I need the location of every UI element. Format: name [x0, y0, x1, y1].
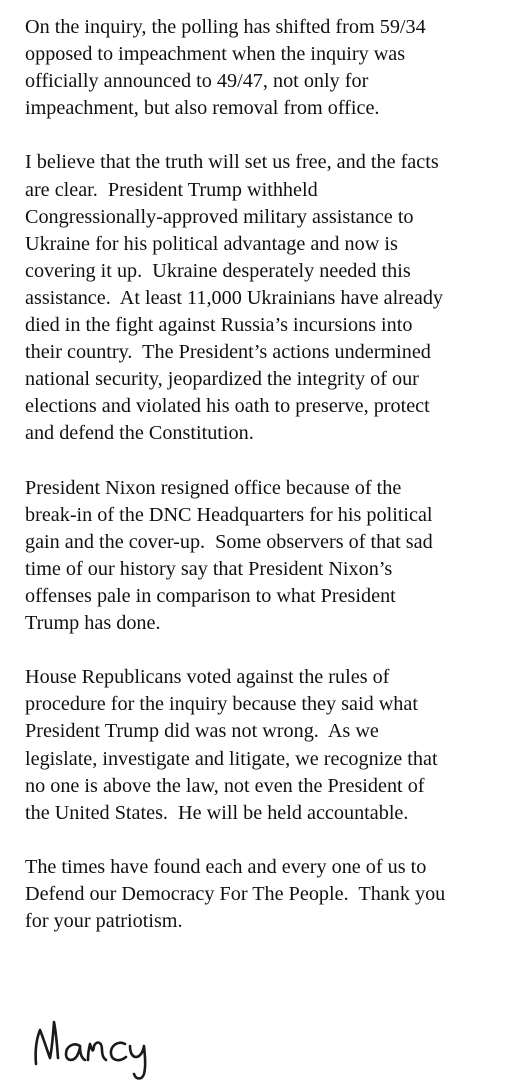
handwritten-signature: [30, 1012, 180, 1084]
text-line: Ukraine for his political advantage and now is: [25, 232, 398, 255]
text-line: for your patriotism.: [25, 910, 183, 933]
text-line: impeachment, but also removal from office.: [25, 97, 380, 120]
paragraph-truth: [25, 149, 525, 447]
text-line: offenses pale in comparison to what President: [25, 584, 396, 607]
text-line: and defend the Constitution.: [25, 422, 254, 445]
text-line: President Nixon resigned office because of the: [25, 476, 402, 499]
paragraph-closing: [25, 854, 525, 935]
text-line: assistance. At least 11,000 Ukrainians have already: [25, 286, 444, 309]
text-line: Congressionally-approved military assistance to: [25, 205, 414, 228]
paragraph-polling: [25, 14, 525, 122]
text-line: President Trump did was not wrong. As we: [25, 720, 379, 743]
letter-body: [25, 14, 525, 962]
text-line: The times have found each and every one of us to: [25, 855, 427, 878]
text-line: no one is above the law, not even the President of: [25, 774, 425, 797]
signature-glyph: [30, 1012, 180, 1084]
text-line: elections and violated his oath to preserve, protect: [25, 395, 430, 418]
text-line: Defend our Democracy For The People. Thank you: [25, 883, 446, 905]
text-line: national security, jeopardized the integrity of our: [25, 368, 419, 391]
text-line: their country. The President’s actions undermined: [25, 341, 431, 364]
text-line: the United States. He will be held accountable.: [25, 801, 409, 824]
text-line: House Republicans voted against the rules of: [25, 666, 390, 689]
text-line: gain and the cover-up. Some observers of that sad: [25, 530, 433, 553]
text-line: officially announced to 49/47, not only for: [25, 70, 369, 93]
text-line: died in the fight against Russia’s incursions into: [25, 314, 413, 337]
text-line: legislate, investigate and litigate, we recognize that: [25, 747, 438, 770]
text-line: Trump has done.: [25, 612, 161, 635]
text-line: opposed to impeachment when the inquiry was: [25, 43, 406, 66]
text-line: are clear. President Trump withheld: [25, 178, 318, 201]
paragraph-republicans: [25, 664, 525, 827]
text-line: covering it up. Ukraine desperately needed this: [25, 259, 411, 282]
text-line: time of our history say that President Nixon’s: [25, 557, 393, 580]
text-line: break-in of the DNC Headquarters for his political: [25, 503, 433, 526]
paragraph-nixon: [25, 475, 525, 638]
text-line: procedure for the inquiry because they said what: [25, 693, 418, 716]
text-line: I believe that the truth will set us free, and the facts: [25, 151, 439, 174]
text-line: On the inquiry, the polling has shifted from 59/34: [25, 16, 426, 38]
